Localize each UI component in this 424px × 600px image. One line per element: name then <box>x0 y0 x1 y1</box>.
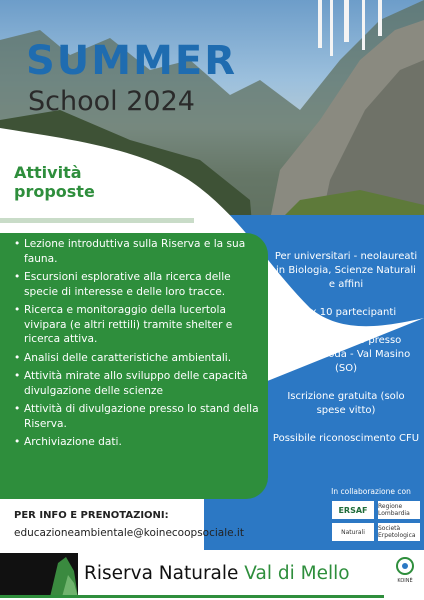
reserve-name-main: Riserva Naturale <box>84 563 239 584</box>
contact-email[interactable]: educazioneambientale@koinecoopsociale.it <box>14 527 244 539</box>
ersaf-logo: ERSAF <box>332 501 374 519</box>
footer-photo-strip <box>0 553 78 597</box>
koine-logo-text: KOINÈ <box>397 578 413 584</box>
koine-mark-icon <box>395 556 415 576</box>
activity-item: • Attività di divulgazione presso lo stand della Riserva. <box>14 402 262 431</box>
activity-item: • Analisi delle caratteristiche ambientali. <box>14 351 262 366</box>
info-cost: Iscrizione gratuita (solo spese vitto) <box>287 391 405 416</box>
societa-erpetologica-logo: Società Erpetologica <box>378 523 420 541</box>
reserve-name <box>84 563 350 584</box>
info-audience: Per universitari - neolaureati in Biologia, Scienze Naturali e affini <box>274 251 418 290</box>
event-title: SUMMER <box>26 38 238 84</box>
info-column <box>272 250 420 460</box>
info-capacity: Max 10 partecipanti <box>295 307 397 318</box>
info-credits: Possibile riconoscimento CFU <box>272 433 420 444</box>
activities-list <box>14 237 262 454</box>
event-subtitle: School 2024 <box>28 86 195 117</box>
contact-heading: PER INFO E PRENOTAZIONI: <box>14 510 169 521</box>
activity-item: • Escursioni esplorative alla ricerca delle specie di interesse e delle loro tracce. <box>14 270 262 299</box>
reserve-name-accent: Val di Mello <box>244 563 350 584</box>
section-underline <box>0 218 194 223</box>
section-title-line2: proposte <box>14 182 95 201</box>
activity-item: • Ricerca e monitoraggio della lucertola vivipara (e altri rettili) tramite shelter e ricerca attiva. <box>14 303 262 347</box>
info-lodging: Pernottamento presso Casera Pioda - Val Masino (SO) <box>281 335 411 374</box>
naturali-logo: Naturali <box>332 523 374 541</box>
activity-item: • Attività mirate allo sviluppo delle capacità divulgazione delle scienze <box>14 369 262 398</box>
koine-logo <box>389 556 421 596</box>
collab-label: In collaborazione con <box>331 487 411 496</box>
footer-line <box>0 595 384 598</box>
section-title-line1: Attività <box>14 163 82 182</box>
activity-item: • Lezione introduttiva sulla Riserva e la sua fauna. <box>14 237 262 266</box>
regione-lombardia-logo: Regione Lombardia <box>378 501 420 519</box>
activity-item: • Archiviazione dati. <box>14 435 262 450</box>
section-title <box>14 163 95 201</box>
